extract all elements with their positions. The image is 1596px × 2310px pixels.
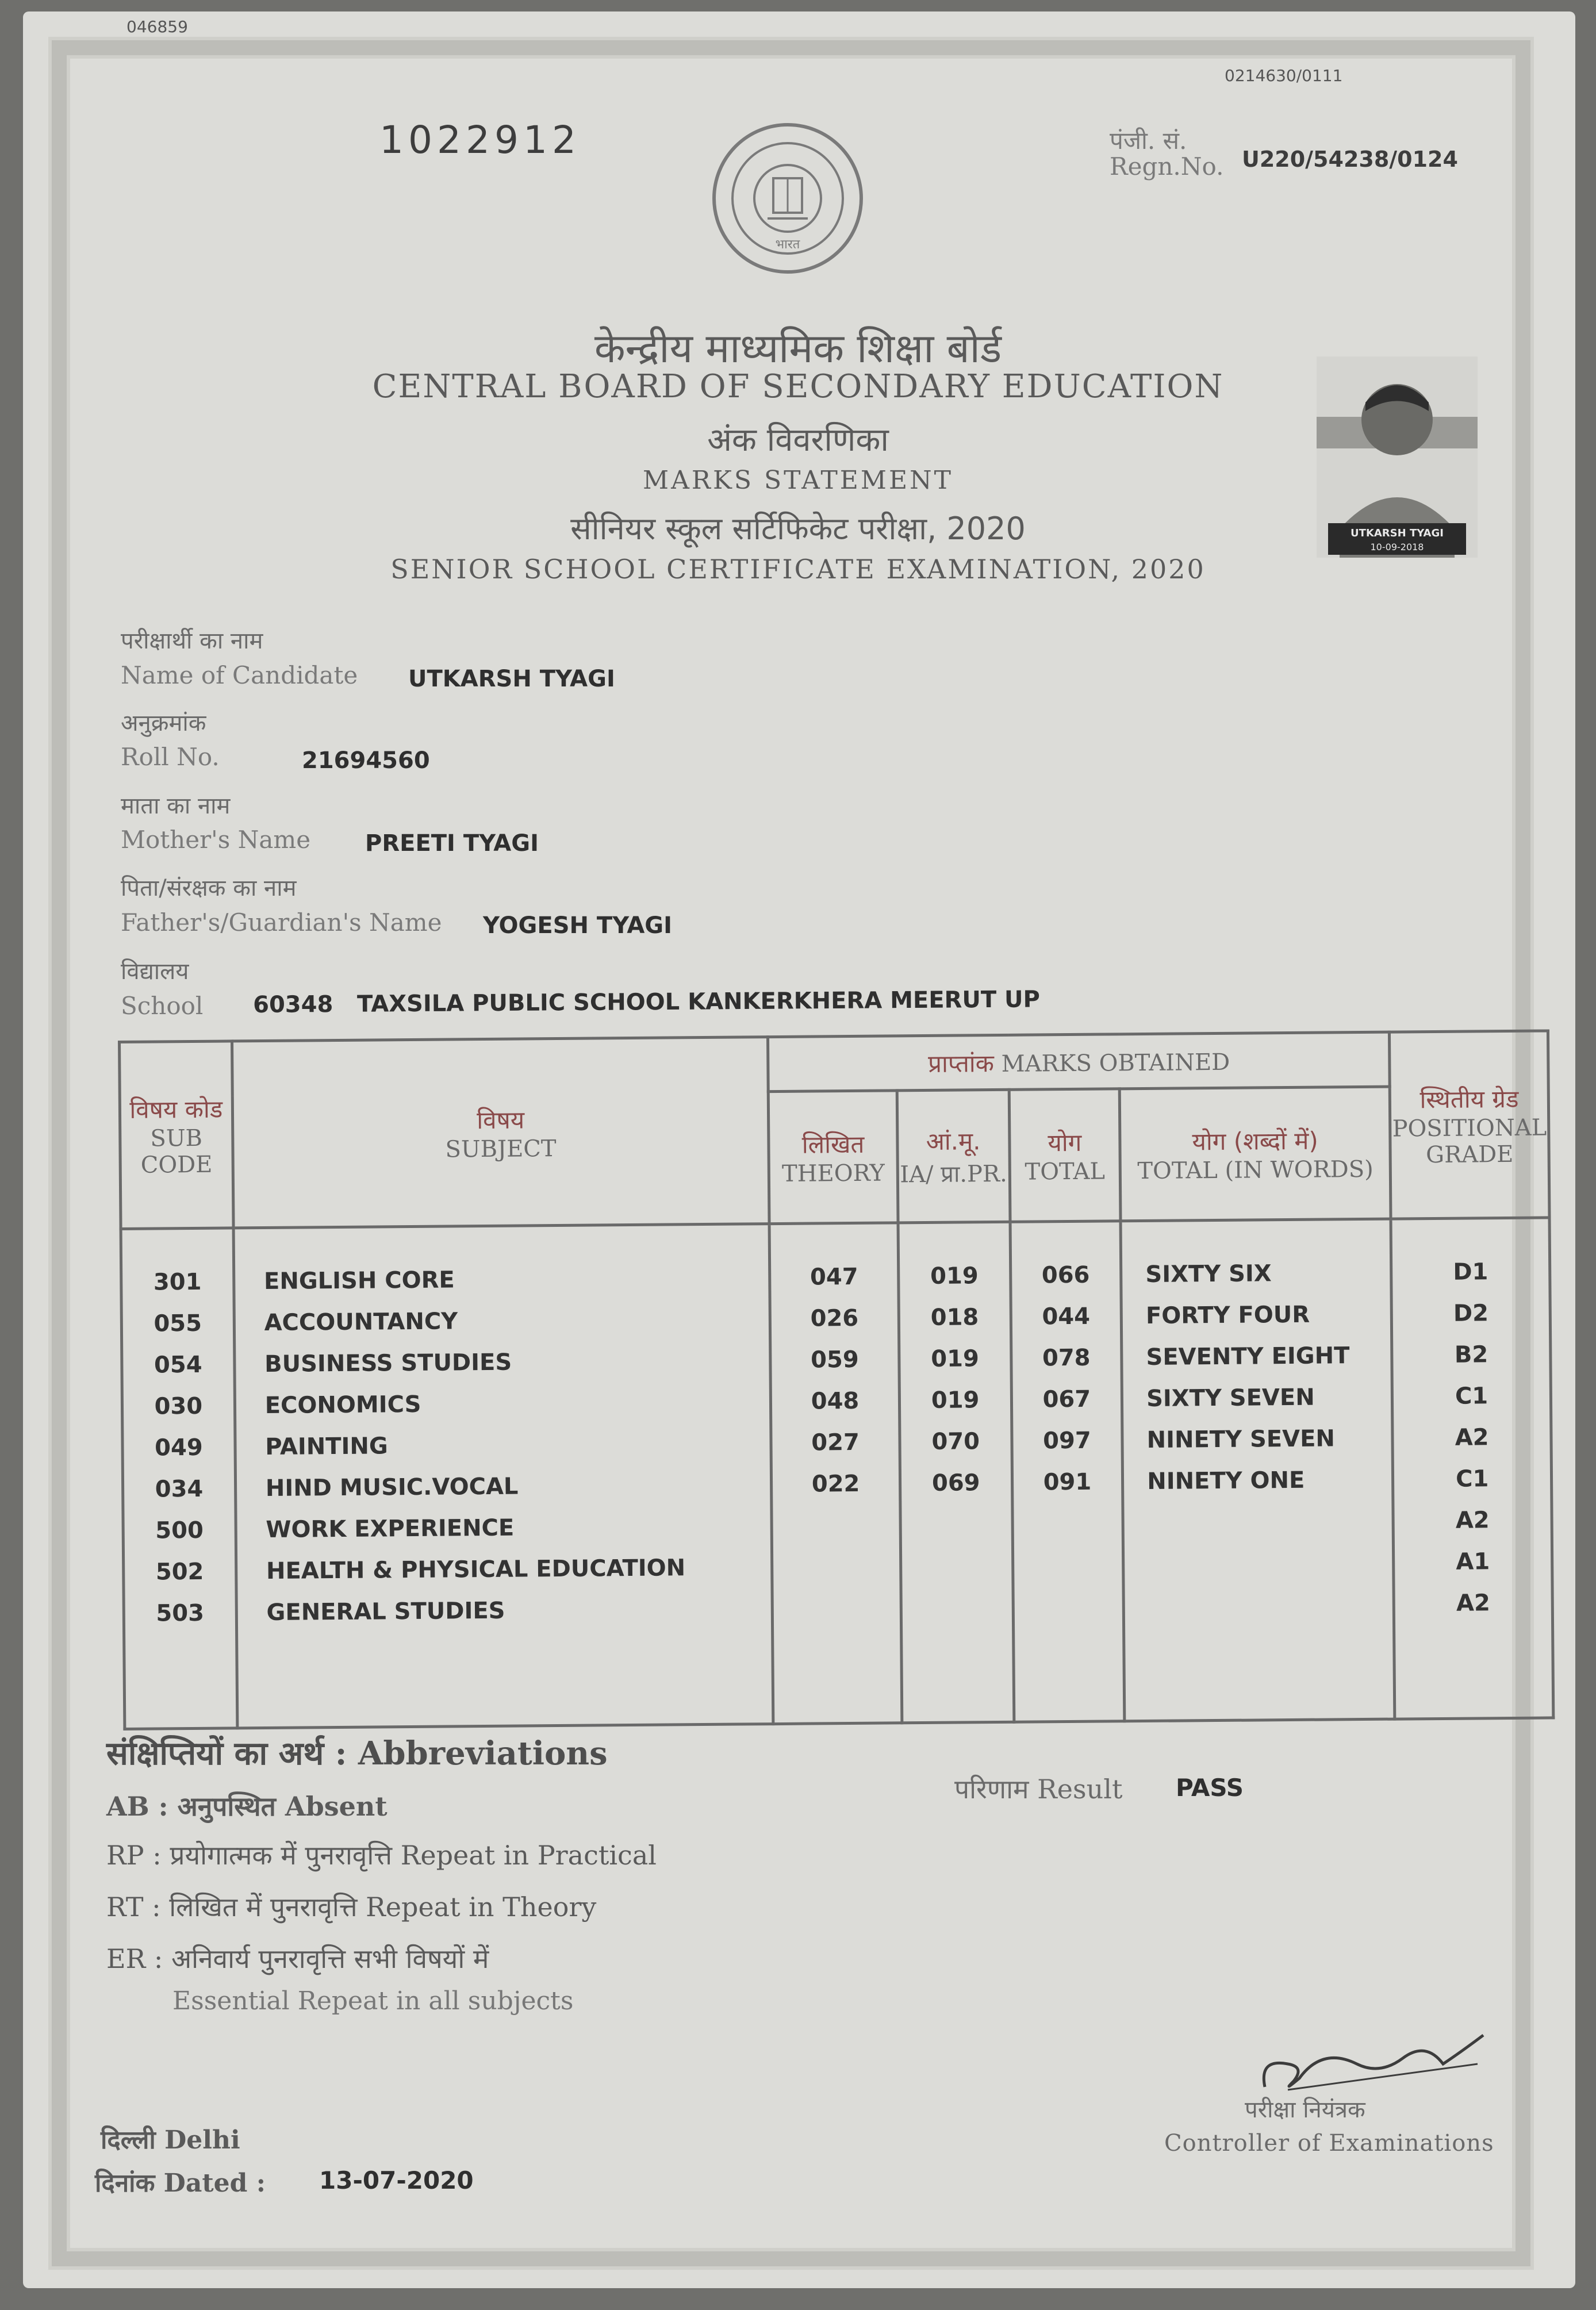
table-cell: NINETY SEVEN bbox=[1146, 1425, 1336, 1453]
col-header-positional-grade: स्थितीय ग्रेड POSITIONAL GRADE bbox=[1390, 1031, 1549, 1219]
abbreviations-title: संक्षिप्तियों का अर्थ : Abbreviations bbox=[106, 1735, 608, 1772]
col-header-ia-pr: आं.मू. IA/ प्रा.PR. bbox=[897, 1089, 1010, 1223]
table-cell: 059 bbox=[811, 1346, 859, 1373]
exam-title-hindi: सीनियर स्कूल सर्टिफिकेट परीक्षा, 2020 bbox=[570, 511, 1026, 547]
theory-column bbox=[769, 1223, 901, 1724]
school-label-hi: विद्यालय bbox=[121, 958, 189, 985]
table-cell: 067 bbox=[1042, 1386, 1091, 1413]
table-cell: 301 bbox=[153, 1268, 202, 1296]
dated-label: दिनांक Dated : bbox=[95, 2169, 266, 2198]
table-cell: 502 bbox=[155, 1558, 204, 1586]
table-cell: 048 bbox=[811, 1387, 860, 1415]
mother-name-label-hi: माता का नाम bbox=[121, 793, 231, 819]
marks-table bbox=[118, 1029, 1555, 1730]
table-cell: GENERAL STUDIES bbox=[266, 1597, 505, 1626]
top-right-stub: 0214630/0111 bbox=[1225, 66, 1343, 85]
roll-no-label-hi: अनुक्रमांक bbox=[121, 710, 206, 736]
table-cell: 019 bbox=[930, 1263, 979, 1290]
table-cell: 097 bbox=[1042, 1427, 1091, 1455]
table-cell: 034 bbox=[155, 1475, 204, 1503]
table-cell: C1 bbox=[1455, 1383, 1488, 1410]
table-cell: BUSINESS STUDIES bbox=[264, 1349, 512, 1378]
regn-label-hi: पंजी. सं. bbox=[1110, 126, 1187, 155]
roll-no-label: Roll No. bbox=[121, 743, 220, 771]
table-cell: 503 bbox=[156, 1599, 205, 1627]
table-cell: SIXTY SEVEN bbox=[1146, 1384, 1315, 1412]
table-cell: PAINTING bbox=[265, 1433, 388, 1461]
table-cell: 054 bbox=[154, 1351, 202, 1379]
document-title-english: MARKS STATEMENT bbox=[643, 466, 953, 495]
table-cell: C1 bbox=[1455, 1465, 1489, 1492]
table-cell: FORTY FOUR bbox=[1145, 1301, 1310, 1329]
mother-name-value: PREETI TYAGI bbox=[365, 830, 539, 857]
board-name-hindi: केन्द्रीय माध्यमिक शिक्षा बोर्ड bbox=[594, 325, 1002, 372]
table-cell: 044 bbox=[1042, 1303, 1091, 1330]
table-cell: A2 bbox=[1455, 1507, 1490, 1534]
table-cell: 066 bbox=[1041, 1261, 1090, 1289]
table-cell: SEVENTY EIGHT bbox=[1146, 1342, 1350, 1371]
table-cell: ACCOUNTANCY bbox=[264, 1308, 458, 1337]
mother-name-label: Mother's Name bbox=[121, 826, 311, 854]
candidate-name-label: Name of Candidate bbox=[121, 661, 358, 689]
table-cell: A1 bbox=[1456, 1548, 1490, 1575]
document-title-hindi: अंक विवरणिका bbox=[707, 421, 889, 459]
table-cell: SIXTY SIX bbox=[1145, 1260, 1272, 1288]
table-cell: ENGLISH CORE bbox=[263, 1267, 455, 1295]
table-cell: ECONOMICS bbox=[264, 1391, 421, 1419]
table-cell: 047 bbox=[809, 1263, 858, 1291]
subject-column bbox=[233, 1224, 773, 1728]
serial-number: 1022912 bbox=[379, 118, 581, 162]
col-header-total-in-words: योग (शब्दों में) TOTAL (IN WORDS) bbox=[1119, 1087, 1391, 1221]
father-name-label: Father's/Guardian's Name bbox=[121, 908, 442, 937]
candidate-name-label-hi: परीक्षार्थी का नाम bbox=[121, 628, 263, 654]
top-left-stub: 046859 bbox=[126, 17, 188, 36]
place-label: दिल्ली Delhi bbox=[101, 2125, 240, 2155]
exam-title-english: SENIOR SCHOOL CERTIFICATE EXAMINATION, 2020 bbox=[390, 554, 1206, 585]
school-label: School bbox=[121, 992, 204, 1020]
school-value: 60348 TAXSILA PUBLIC SCHOOL KANKERKHERA MEERUT UP bbox=[253, 986, 1041, 1018]
abbreviation-item: RT : लिखित में पुनरावृत्ति Repeat in Theory bbox=[106, 1891, 597, 1923]
col-header-marks-obtained: प्राप्तांक MARKS OBTAINED bbox=[768, 1032, 1390, 1091]
abbreviation-item: AB : अनुपस्थित Absent bbox=[106, 1791, 388, 1822]
abbreviation-item: RP : प्रयोगात्मक में पुनरावृत्ति Repeat in Practical bbox=[106, 1840, 657, 1871]
table-cell: 022 bbox=[811, 1470, 860, 1498]
sub-code-column bbox=[121, 1228, 237, 1729]
col-header-sub-code: विषय कोड SUB CODE bbox=[120, 1041, 233, 1229]
board-name-english: CENTRAL BOARD OF SECONDARY EDUCATION bbox=[372, 368, 1224, 405]
table-cell: D2 bbox=[1453, 1300, 1489, 1327]
regn-label-en: Regn.No. bbox=[1110, 152, 1224, 181]
photo-caption-date: 10-09-2018 bbox=[1370, 542, 1424, 552]
father-name-label-hi: पिता/संरक्षक का नाम bbox=[121, 875, 297, 901]
table-cell: D1 bbox=[1453, 1258, 1488, 1286]
table-cell: 078 bbox=[1042, 1344, 1091, 1372]
table-cell: 069 bbox=[931, 1469, 980, 1496]
table-cell: 049 bbox=[155, 1434, 203, 1461]
table-cell: A2 bbox=[1455, 1424, 1489, 1451]
col-header-theory: लिखित THEORY bbox=[769, 1091, 898, 1224]
positional-grade-column bbox=[1391, 1218, 1553, 1719]
result-label: परिणाम Result bbox=[954, 1774, 1123, 1805]
table-cell: NINETY ONE bbox=[1147, 1467, 1305, 1495]
cbse-emblem-icon bbox=[710, 121, 865, 278]
father-name-value: YOGESH TYAGI bbox=[483, 912, 673, 939]
table-cell: 018 bbox=[930, 1304, 979, 1331]
table-cell: HEALTH & PHYSICAL EDUCATION bbox=[266, 1555, 686, 1585]
total-column bbox=[1010, 1221, 1125, 1722]
abbreviation-item: ER : अनिवार्य पुनरावृत्ति सभी विषयों में bbox=[106, 1943, 489, 1974]
abbreviation-item: Essential Repeat in all subjects bbox=[172, 1986, 574, 2016]
table-cell: HIND MUSIC.VOCAL bbox=[265, 1473, 519, 1502]
total-in-words-column bbox=[1121, 1219, 1395, 1721]
controller-title-hindi: परीक्षा नियंत्रक bbox=[1245, 2097, 1365, 2123]
table-cell: 019 bbox=[931, 1387, 980, 1414]
table-cell: WORK EXPERIENCE bbox=[266, 1514, 515, 1544]
dated-value: 13-07-2020 bbox=[319, 2166, 474, 2194]
result-value: PASS bbox=[1176, 1774, 1244, 1802]
roll-no-value: 21694560 bbox=[302, 747, 430, 774]
table-cell: 070 bbox=[931, 1428, 980, 1455]
emblem-label: भारत bbox=[775, 237, 800, 252]
table-cell: 055 bbox=[154, 1310, 202, 1337]
col-header-total: योग TOTAL bbox=[1009, 1089, 1121, 1222]
table-cell: 026 bbox=[810, 1304, 859, 1332]
table-cell: 019 bbox=[931, 1345, 980, 1372]
candidate-photo bbox=[1317, 356, 1478, 558]
regn-number: U220/54238/0124 bbox=[1242, 147, 1458, 172]
table-cell: B2 bbox=[1454, 1341, 1488, 1368]
controller-title-english: Controller of Examinations bbox=[1164, 2130, 1494, 2156]
col-header-subject: विषय SUBJECT bbox=[232, 1037, 769, 1228]
table-cell: 091 bbox=[1043, 1468, 1092, 1496]
table-cell: 500 bbox=[155, 1517, 204, 1544]
table-cell: 030 bbox=[154, 1392, 203, 1420]
ia-pr-column bbox=[898, 1222, 1014, 1723]
candidate-name-value: UTKARSH TYAGI bbox=[408, 666, 615, 692]
photo-caption-name: UTKARSH TYAGI bbox=[1351, 527, 1444, 539]
table-cell: A2 bbox=[1456, 1590, 1490, 1617]
table-cell: 027 bbox=[811, 1429, 860, 1456]
